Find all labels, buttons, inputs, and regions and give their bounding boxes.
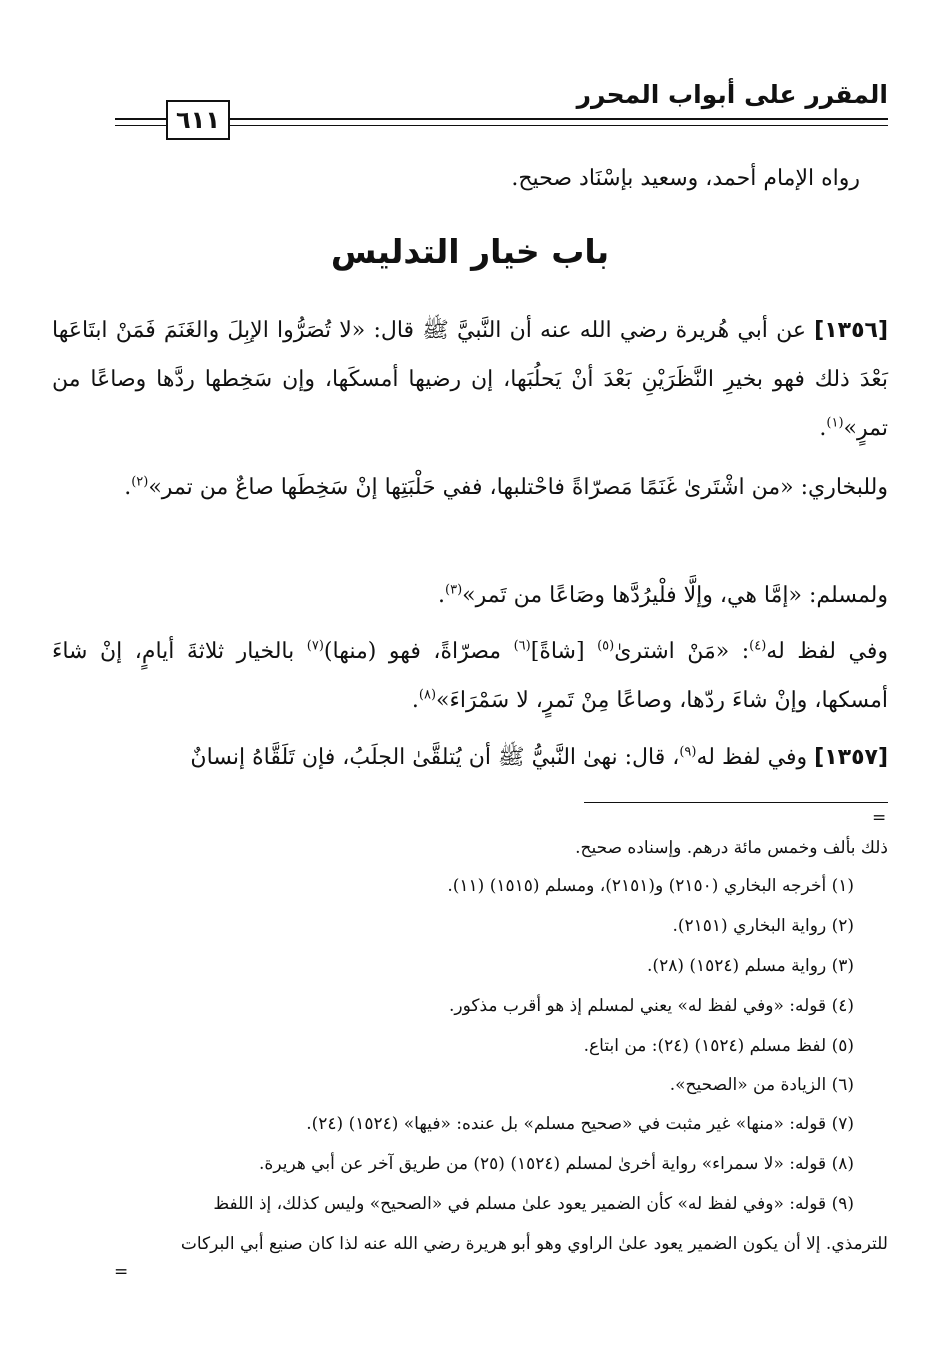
hadith-number: [١٣٥٦] — [814, 318, 889, 343]
footnote-ref: (٦) — [513, 638, 531, 654]
footnote-ref: (٧) — [306, 638, 324, 654]
footnote-1: (١) أخرجه البخاري (٢١٥٠) و(٢١٥١)، ومسلم (١٥١٥) (١١). — [447, 876, 854, 896]
period: . — [124, 475, 132, 500]
hadith-1357 — [52, 733, 888, 782]
lead-text: رواه الإمام أحمد، وسعيد بإسْنَاد صحيح. — [511, 166, 860, 191]
footnote-3: (٣) رواية مسلم (١٥٢٤) (٢٨). — [647, 956, 854, 976]
footnote-ref: (٩) — [679, 744, 697, 760]
muslim-alt-wording — [52, 627, 888, 725]
footnote-2: (٢) رواية البخاري (٢١٥١). — [672, 916, 854, 936]
footnote-ref: (١) — [826, 415, 844, 431]
hadith-text: عن أبي هُريرة رضي الله عنه أن النَّبيَّ ﷺ قال: «لا تُصَرُّوا الإبِلَ والغَنَمَ فَمَنْ ابتَاعَها بَعْدَ ذلك فهو بخيرِ النَّظَرَيْنِ بَعْدَ أنْ يَحلُبَها، إن رضيها أمسكَها، وإن سَخِطها ردَّها وصاعًا من تمرٍ» — [52, 318, 888, 441]
continuation-mark: = — [872, 808, 887, 828]
continuation-mark-bottom: = — [114, 1262, 129, 1282]
header-rule-thin — [115, 125, 888, 126]
footnote-9-continued: للترمذي. إلا أن يكون الضمير يعود علىٰ الراوي وهو أبو هريرة رضي الله عنه لذا كان صنيع أبي البركات — [180, 1234, 888, 1254]
footnote-8: (٨) قوله: «لا سمراء» رواية أخرىٰ لمسلم (١٥٢٤) (٢٥) من طريق آخر عن أبي هريرة. — [259, 1154, 854, 1174]
header-rule — [115, 118, 888, 120]
footnote-ref: (٥) — [597, 638, 615, 654]
footnote-7: (٧) قوله: «منها» غير مثبت في «صحيح مسلم» بل عنده: «فيها» (١٥٢٤) (٢٤). — [306, 1114, 854, 1134]
footnote-5: (٥) لفظ مسلم (١٥٢٤) (٢٤): من ابتاع. — [583, 1036, 854, 1056]
period: . — [411, 688, 419, 713]
hadith-1356 — [52, 306, 888, 453]
footnote-ref: (٨) — [418, 687, 437, 703]
bukhari-narration — [52, 463, 888, 512]
muslim-narration — [52, 571, 888, 620]
period: . — [819, 416, 827, 441]
hadith-text: وفي لفظ له — [696, 745, 808, 770]
footnote-ref: (٤) — [749, 638, 767, 654]
running-header-title: المقرر على أبواب المحرر — [576, 80, 888, 109]
hadith-text: ، قال: نهىٰ النَّبيُّ ﷺ أن يُتلقَّىٰ الجلَبُ، فإن تَلَقَّاهُ إنسانٌ — [190, 745, 680, 770]
narration-text: [شاةً] — [530, 639, 598, 664]
footnote-ref: (٢) — [131, 474, 149, 490]
footnote-9: (٩) قوله: «وفي لفظ له» كأن الضمير يعود علىٰ مسلم في «الصحيح» وليس كذلك، إذ اللفظ — [213, 1194, 854, 1214]
footnote-4: (٤) قوله: «وفي لفظ له» يعني لمسلم إذ هو أقرب مذكور. — [448, 996, 854, 1016]
footnote-separator — [584, 802, 888, 803]
narration-text: ولمسلم: «إمَّا هي، وإلَّا فلْيرُدَّها وصَاعًا من تَمر» — [462, 583, 888, 608]
narration-text: : «مَنْ اشترىٰ — [614, 639, 750, 664]
period: . — [438, 583, 446, 608]
footnote-ref: (٣) — [445, 582, 463, 598]
footnote-continuation: ذلك بألف وخمس مائة درهم. وإسناده صحيح. — [575, 838, 888, 858]
narration-text: بالخيار ثلاثةَ أيامٍ، إنْ شاءَ أمسكها، وإنْ شاءَ ردّها، وصاعًا مِنْ تَمرٍ، لا سَمْرَاءَ» — [52, 639, 888, 713]
narration-text: وفي لفظ له — [766, 639, 888, 664]
hadith-number: [١٣٥٧] — [814, 745, 888, 770]
page-number: ٦١١ — [166, 100, 230, 140]
narration-text: وللبخاري: «من اشْتَرىٰ غَنَمًا مَصرّاةً فاحْتلبها، ففي حَلْبَتِها إنْ سَخِطَها صاعٌ من تمر» — [148, 475, 888, 500]
chapter-title: باب خيار التدليس — [330, 232, 610, 271]
footnote-6: (٦) الزيادة من «الصحيح». — [669, 1075, 854, 1095]
narration-text: مصرّاةً، فهو (منها) — [323, 639, 514, 664]
